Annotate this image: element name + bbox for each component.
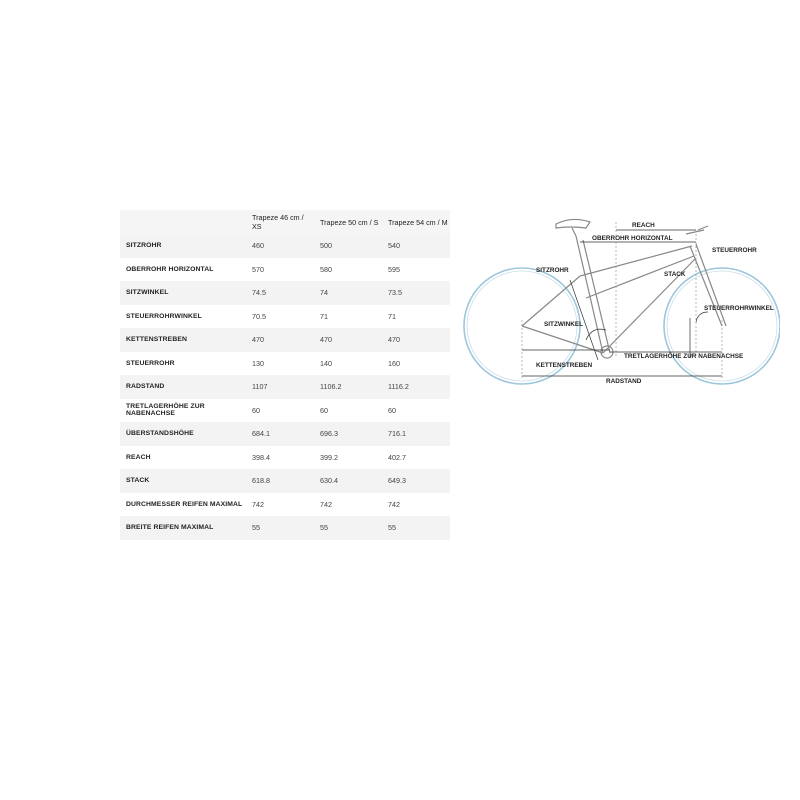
value-xs: 70.5 xyxy=(246,305,314,329)
row-label: KETTENSTREBEN xyxy=(120,328,246,352)
row-label: SITZROHR xyxy=(120,234,246,258)
label-steuerrohrwinkel: STEUERROHRWINKEL xyxy=(704,305,774,312)
table-row xyxy=(120,258,450,282)
bike-geometry-diagram xyxy=(460,200,780,410)
value-xs: 55 xyxy=(246,516,314,540)
value-s: 742 xyxy=(314,493,382,517)
row-label: TRETLAGERHÖHE ZUR NABENACHSE xyxy=(120,399,246,423)
value-s: 74 xyxy=(314,281,382,305)
label-sitzwinkel: SITZWINKEL xyxy=(544,321,584,328)
table-row xyxy=(120,446,450,470)
row-label: STACK xyxy=(120,469,246,493)
value-m: 160 xyxy=(382,352,450,376)
row-label: RADSTAND xyxy=(120,375,246,399)
value-s: 696.3 xyxy=(314,422,382,446)
table-row xyxy=(120,469,450,493)
value-s: 500 xyxy=(314,234,382,258)
value-m: 540 xyxy=(382,234,450,258)
value-m: 60 xyxy=(382,399,450,423)
value-xs: 74.5 xyxy=(246,281,314,305)
value-xs: 130 xyxy=(246,352,314,376)
label-steuerrohr: STEUERROHR xyxy=(712,247,757,254)
row-label: BREITE REIFEN MAXIMAL xyxy=(120,516,246,540)
table-row xyxy=(120,328,450,352)
table-row xyxy=(120,516,450,540)
table-row xyxy=(120,352,450,376)
value-m: 55 xyxy=(382,516,450,540)
label-stack: STACK xyxy=(664,271,686,278)
value-xs: 684.1 xyxy=(246,422,314,446)
value-m: 716.1 xyxy=(382,422,450,446)
table-row xyxy=(120,493,450,517)
table-body xyxy=(120,234,450,540)
value-s: 470 xyxy=(314,328,382,352)
value-m: 71 xyxy=(382,305,450,329)
value-xs: 618.8 xyxy=(246,469,314,493)
value-m: 73.5 xyxy=(382,281,450,305)
header-size-s: Trapeze 50 cm / S xyxy=(314,210,382,234)
row-label: REACH xyxy=(120,446,246,470)
value-xs: 60 xyxy=(246,399,314,423)
header-size-m: Trapeze 54 cm / M xyxy=(382,210,450,234)
table-row xyxy=(120,281,450,305)
value-s: 580 xyxy=(314,258,382,282)
row-label: ÜBERSTANDSHÖHE xyxy=(120,422,246,446)
row-label: STEUERROHR xyxy=(120,352,246,376)
value-xs: 470 xyxy=(246,328,314,352)
value-s: 55 xyxy=(314,516,382,540)
label-radstand: RADSTAND xyxy=(606,378,642,385)
table-row xyxy=(120,305,450,329)
value-xs: 1107 xyxy=(246,375,314,399)
label-oberrohr-horizontal: OBERROHR HORIZONTAL xyxy=(592,235,673,242)
value-xs: 460 xyxy=(246,234,314,258)
label-tretlager: TRETLAGERHÖHE ZUR NABENACHSE xyxy=(624,353,744,360)
row-label: DURCHMESSER REIFEN MAXIMAL xyxy=(120,493,246,517)
value-s: 140 xyxy=(314,352,382,376)
value-xs: 398.4 xyxy=(246,446,314,470)
value-xs: 742 xyxy=(246,493,314,517)
value-m: 649.3 xyxy=(382,469,450,493)
table-row xyxy=(120,422,450,446)
table-row xyxy=(120,234,450,258)
table-header-row xyxy=(120,210,450,234)
value-s: 71 xyxy=(314,305,382,329)
header-label-cell xyxy=(120,210,246,234)
value-m: 1116.2 xyxy=(382,375,450,399)
header-size-xs: Trapeze 46 cm / XS xyxy=(246,210,314,234)
geometry-table xyxy=(120,210,450,540)
value-s: 399.2 xyxy=(314,446,382,470)
value-s: 1106.2 xyxy=(314,375,382,399)
label-sitzrohr: SITZROHR xyxy=(536,267,569,274)
value-m: 402.7 xyxy=(382,446,450,470)
value-m: 595 xyxy=(382,258,450,282)
row-label: OBERROHR HORIZONTAL xyxy=(120,258,246,282)
row-label: SITZWINKEL xyxy=(120,281,246,305)
value-m: 470 xyxy=(382,328,450,352)
value-xs: 570 xyxy=(246,258,314,282)
row-label: STEUERROHRWINKEL xyxy=(120,305,246,329)
table-row xyxy=(120,399,450,423)
value-m: 742 xyxy=(382,493,450,517)
label-reach: REACH xyxy=(632,222,655,229)
value-s: 630.4 xyxy=(314,469,382,493)
table-row xyxy=(120,375,450,399)
value-s: 60 xyxy=(314,399,382,423)
label-kettenstreben: KETTENSTREBEN xyxy=(536,362,593,369)
